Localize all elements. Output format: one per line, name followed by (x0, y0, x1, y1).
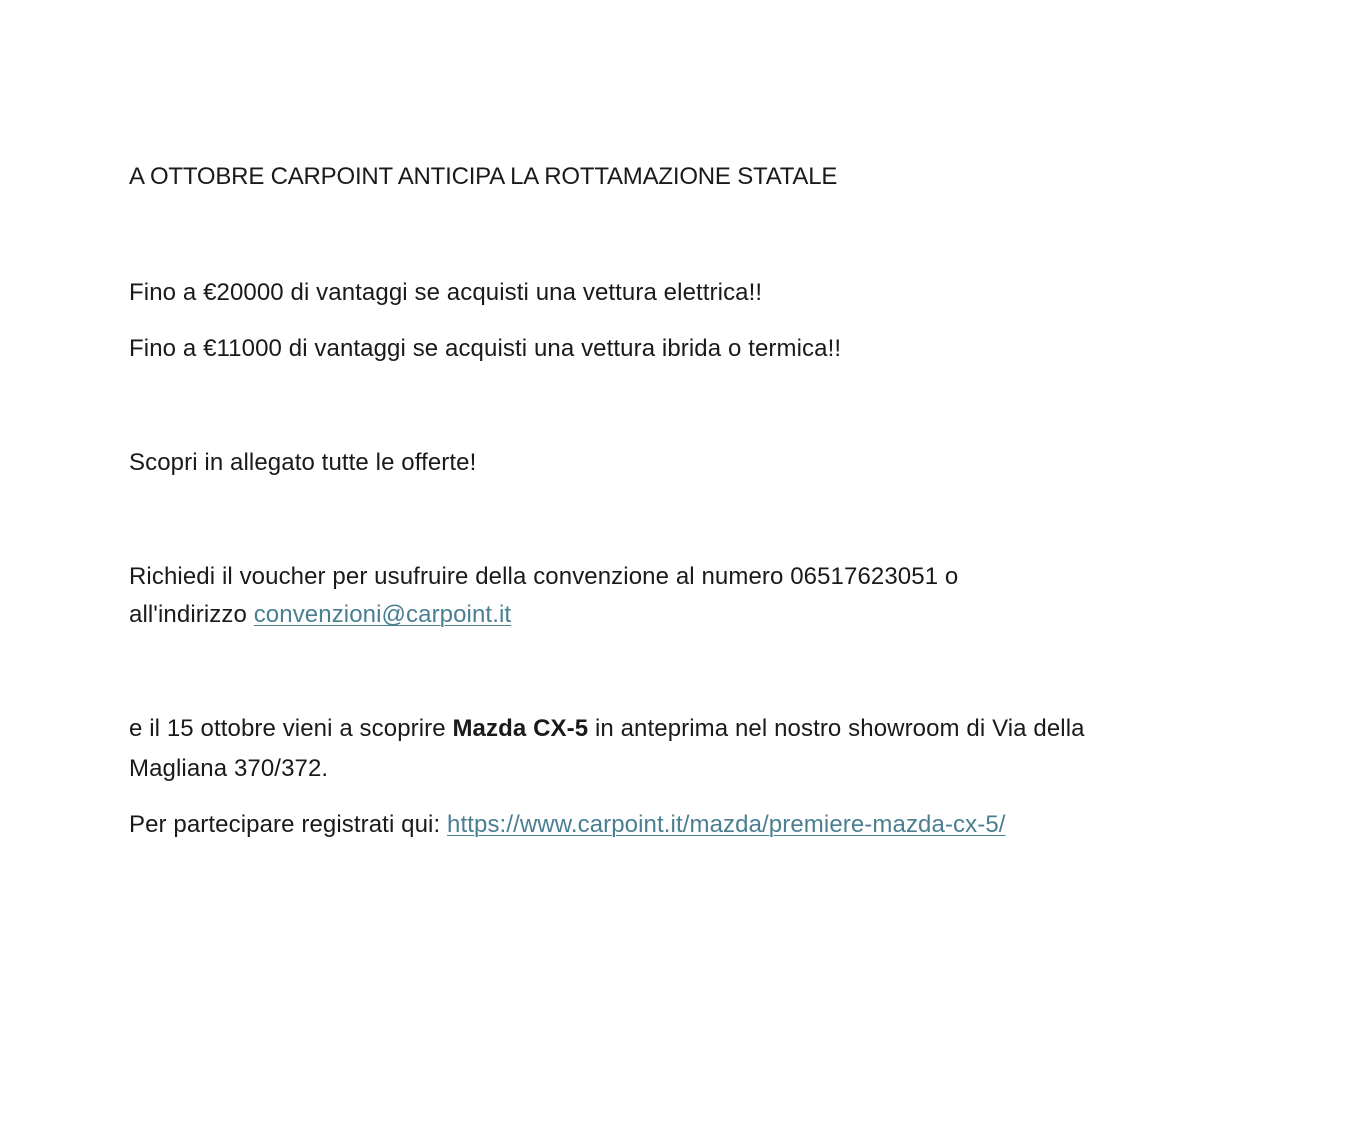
attachment-note: Scopri in allegato tutte le offerte! (129, 449, 477, 476)
register-link[interactable]: https://www.carpoint.it/mazda/premiere-mazda-cx-5/ (447, 811, 1006, 838)
event-suffix: in anteprima nel nostro showroom di Via della (588, 715, 1085, 742)
offer-hybrid: Fino a €11000 di vantaggi se acquisti una vettura ibrida o termica!! (129, 335, 842, 362)
offer-electric: Fino a €20000 di vantaggi se acquisti una vettura elettrica!! (129, 279, 763, 306)
event-line-2: Magliana 370/372. (129, 755, 329, 782)
voucher-email-prefix: all'indirizzo (129, 601, 254, 628)
event-prefix: e il 15 ottobre vieni a scoprire (129, 715, 453, 742)
voucher-line-2 (129, 599, 511, 631)
register-line (129, 809, 1006, 841)
voucher-line-1: Richiedi il voucher per usufruire della convenzione al numero 06517623051 o (129, 563, 959, 590)
register-prefix: Per partecipare registrati qui: (129, 811, 448, 838)
event-line-1 (129, 713, 1085, 745)
car-model-name: Mazda CX-5 (452, 715, 589, 742)
email-link[interactable]: convenzioni@carpoint.it (253, 601, 512, 628)
headline: A OTTOBRE CARPOINT ANTICIPA LA ROTTAMAZIONE STATALE (129, 163, 838, 190)
